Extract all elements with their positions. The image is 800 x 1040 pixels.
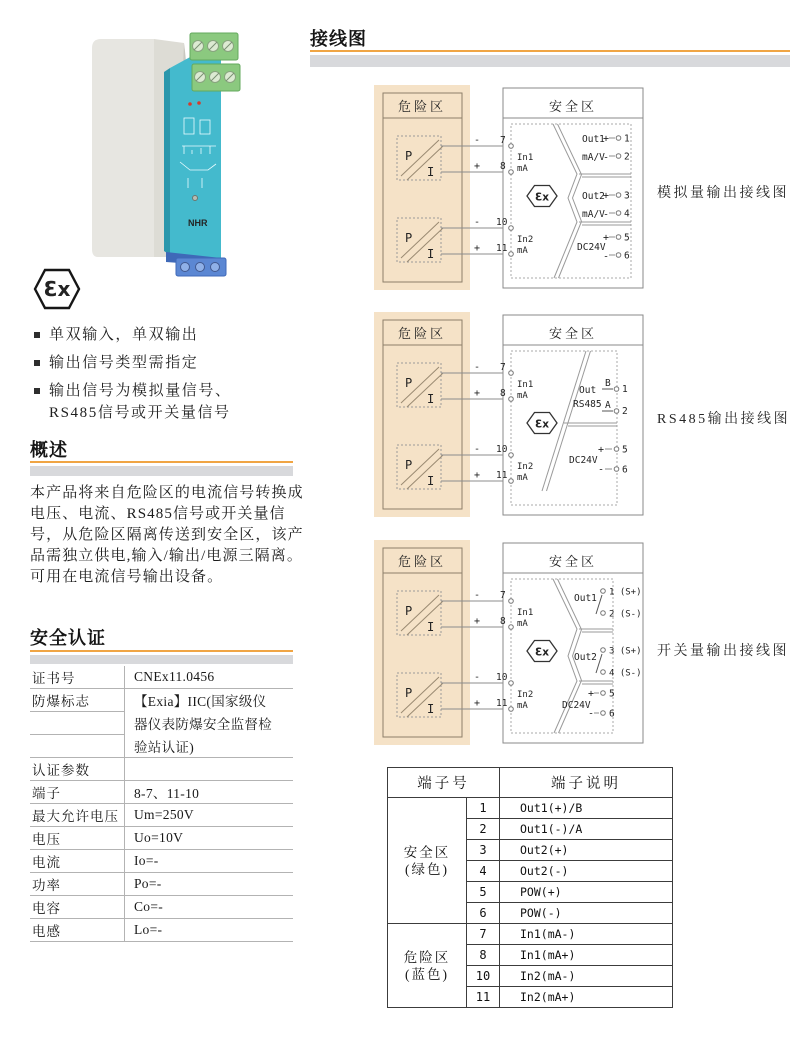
product-photo	[80, 26, 248, 278]
zone-name: 安全区	[403, 844, 451, 860]
svg-text:10: 10	[496, 217, 508, 228]
svg-text:DC24V: DC24V	[562, 700, 591, 711]
cert-row	[30, 896, 293, 919]
cert-label: 电压	[30, 827, 125, 850]
hazard-area-background	[374, 312, 470, 517]
cert-label: 电容	[30, 896, 125, 919]
cert-value: Lo=-	[125, 919, 294, 942]
svg-text:8: 8	[500, 616, 506, 627]
svg-text:Ɛx: Ɛx	[534, 191, 550, 204]
transmitter-i: I	[427, 620, 435, 634]
terminal-desc-header: 端子说明	[500, 768, 673, 798]
certification-table	[30, 666, 293, 942]
svg-text:7: 7	[500, 362, 506, 373]
svg-text:+: +	[603, 133, 610, 145]
cert-value: 器仪表防爆安全监督检	[134, 717, 272, 732]
terminal-desc: In1(mA+)	[500, 945, 673, 966]
module-body-edge	[164, 68, 170, 255]
terminal-table	[387, 767, 673, 1008]
svg-text:6: 6	[622, 464, 628, 476]
cert-value: CNEx11.0456	[125, 666, 294, 689]
svg-text:-: -	[603, 209, 610, 221]
cert-label: 电感	[30, 919, 125, 942]
terminal-no: 8	[467, 945, 500, 966]
svg-text:mA: mA	[517, 473, 528, 483]
cert-row	[30, 804, 293, 827]
svg-text:3: 3	[624, 190, 630, 202]
svg-text:mA: mA	[517, 164, 528, 174]
terminal-no: 3	[467, 840, 500, 861]
module-led	[188, 102, 192, 106]
feature-item	[34, 380, 249, 424]
svg-text:In2: In2	[517, 235, 534, 245]
svg-text:2 (S-): 2 (S-)	[609, 609, 642, 620]
svg-text:+: +	[603, 190, 610, 202]
cert-label: 端子	[30, 781, 125, 804]
transmitter-i: I	[427, 474, 435, 488]
module-led	[197, 101, 201, 105]
svg-text:B: B	[605, 378, 611, 389]
terminal-no: 4	[467, 861, 500, 882]
svg-text:+: +	[474, 470, 481, 481]
terminal-desc: In2(mA-)	[500, 966, 673, 987]
svg-text:7: 7	[500, 590, 506, 601]
wire-polarity	[474, 135, 480, 254]
wiring-diagram-rs485	[370, 311, 670, 519]
cert-row	[30, 873, 293, 896]
svg-text:DC24V: DC24V	[577, 242, 606, 253]
svg-text:DC24V: DC24V	[569, 455, 598, 466]
feature-text: 输出信号为模拟量信号、RS485信号或开关量信号	[49, 383, 232, 421]
cert-label	[30, 712, 125, 735]
cert-value: Uo=10V	[125, 827, 294, 850]
diagram-caption-analog: 模拟量输出接线图	[657, 186, 789, 201]
transmitter-i: I	[427, 247, 435, 261]
svg-text:Out2: Out2	[582, 191, 605, 202]
cert-label: 证书号	[30, 666, 125, 689]
terminal-desc: POW(+)	[500, 882, 673, 903]
transmitter-i: I	[427, 165, 435, 179]
diagram-caption-switch: 开关量输出接线图	[657, 644, 789, 659]
svg-text:-: -	[603, 251, 610, 263]
svg-text:5: 5	[609, 688, 615, 700]
svg-text:4 (S-): 4 (S-)	[609, 668, 642, 679]
svg-text:2: 2	[624, 151, 630, 163]
terminal-desc: POW(-)	[500, 903, 673, 924]
svg-text:1: 1	[624, 133, 630, 145]
svg-text:Out2: Out2	[574, 652, 597, 663]
svg-text:6: 6	[624, 250, 630, 262]
cert-label: 电流	[30, 850, 125, 873]
overview-band	[30, 466, 293, 476]
terminal-table-header	[388, 768, 673, 798]
bullet-square-icon	[34, 388, 40, 394]
wiring-diagram-analog	[370, 84, 670, 292]
cert-row	[30, 735, 293, 758]
svg-text:-: -	[474, 672, 481, 683]
svg-text:+: +	[588, 688, 595, 700]
terminal-number-header: 端子号	[388, 768, 500, 798]
safe-zone-title: 安全区	[548, 326, 598, 341]
table-row	[388, 798, 673, 819]
bullet-square-icon	[34, 360, 40, 366]
terminal-no: 2	[467, 819, 500, 840]
cert-row	[30, 666, 293, 689]
cert-value: 验站认证)	[125, 735, 294, 758]
hazard-area-background	[374, 85, 470, 290]
diagram-caption-rs485: RS485输出接线图	[657, 412, 791, 427]
cert-row	[30, 850, 293, 873]
transmitter-i: I	[427, 702, 435, 716]
cert-value: Co=-	[125, 896, 294, 919]
svg-text:mA: mA	[517, 246, 528, 256]
cert-row	[30, 712, 293, 735]
svg-text:-: -	[603, 152, 610, 164]
svg-text:mA: mA	[517, 391, 528, 401]
green-terminal-block-upper	[190, 33, 238, 60]
transmitter-p: P	[405, 231, 413, 245]
feature-text: 单双输入，单双输出	[49, 327, 199, 343]
wiring-band	[310, 55, 790, 67]
wiring-rule	[310, 50, 790, 52]
cert-value: Po=-	[125, 873, 294, 896]
terminal-no: 10	[467, 966, 500, 987]
cert-row	[30, 758, 293, 781]
cert-row	[30, 689, 293, 712]
cert-label: 功率	[30, 873, 125, 896]
zone-name: 危险区	[403, 949, 451, 965]
svg-text:-: -	[474, 135, 481, 146]
wire-polarity	[474, 590, 480, 709]
cert-value	[125, 758, 294, 781]
transmitter-p: P	[405, 149, 413, 163]
certification-rule	[30, 650, 293, 652]
svg-text:+: +	[474, 161, 481, 172]
cert-value: 8-7、11-10	[125, 781, 294, 804]
cert-value: Um=250V	[125, 804, 294, 827]
zone-group-safe	[388, 798, 467, 924]
svg-text:mA/V: mA/V	[582, 209, 605, 220]
svg-text:Ɛx: Ɛx	[534, 646, 550, 659]
feature-item	[34, 324, 249, 346]
hazard-zone-title: 危险区	[397, 554, 447, 569]
feature-text: 输出信号类型需指定	[49, 355, 199, 371]
svg-text:11: 11	[496, 243, 508, 254]
transmitter-i: I	[427, 392, 435, 406]
overview-rule	[30, 461, 293, 463]
terminal-desc: Out2(+)	[500, 840, 673, 861]
cert-row	[30, 919, 293, 942]
terminal-desc: Out1(+)/B	[500, 798, 673, 819]
svg-text:-: -	[474, 362, 481, 373]
zone-group-hazard	[388, 924, 467, 1008]
terminal-no: 11	[467, 987, 500, 1008]
svg-text:A: A	[605, 400, 611, 411]
safe-zone-title: 安全区	[548, 99, 598, 114]
terminal-desc: In2(mA+)	[500, 987, 673, 1008]
svg-text:10: 10	[496, 672, 508, 683]
svg-text:5: 5	[622, 444, 628, 456]
terminal-no: 6	[467, 903, 500, 924]
module-logo: NHR	[188, 218, 208, 228]
certification-heading: 安全认证	[30, 628, 106, 648]
hazard-zone-title: 危险区	[397, 99, 447, 114]
green-terminal-block-lower	[192, 64, 240, 91]
hazard-zone-title: 危险区	[397, 326, 447, 341]
svg-text:-: -	[598, 464, 605, 476]
cert-row	[30, 781, 293, 804]
terminal-desc: Out2(-)	[500, 861, 673, 882]
svg-text:2: 2	[622, 406, 628, 417]
svg-text:mA/V: mA/V	[582, 152, 605, 163]
overview-heading: 概述	[30, 440, 68, 460]
svg-text:7: 7	[500, 135, 506, 146]
svg-text:+: +	[474, 698, 481, 709]
svg-text:8: 8	[500, 388, 506, 399]
svg-text:11: 11	[496, 470, 508, 481]
svg-text:4: 4	[624, 208, 630, 220]
bullet-square-icon	[34, 332, 40, 338]
cert-label: 最大允许电压	[30, 804, 125, 827]
svg-text:1: 1	[622, 384, 628, 395]
wire-polarity	[474, 362, 480, 481]
svg-text:+: +	[603, 232, 610, 244]
svg-text:11: 11	[496, 698, 508, 709]
feature-item	[34, 352, 249, 374]
svg-text:In2: In2	[517, 462, 534, 472]
cert-label	[30, 735, 125, 758]
wiring-diagram-switch	[370, 539, 670, 747]
transmitter-p: P	[405, 686, 413, 700]
transmitter-p: P	[405, 458, 413, 472]
svg-text:1 (S+): 1 (S+)	[609, 587, 642, 598]
hazard-area-background	[374, 540, 470, 745]
svg-text:-: -	[474, 444, 481, 455]
cert-label: 认证参数	[30, 758, 125, 781]
svg-text:+: +	[474, 388, 481, 399]
terminal-no: 1	[467, 798, 500, 819]
svg-text:+: +	[474, 243, 481, 254]
svg-text:RS485: RS485	[573, 399, 602, 410]
svg-text:5: 5	[624, 232, 630, 244]
zone-color-note: (绿色)	[405, 861, 449, 877]
svg-text:mA: mA	[517, 619, 528, 629]
ex-mark-text: Ɛx	[43, 277, 71, 301]
terminal-no: 5	[467, 882, 500, 903]
svg-text:Out: Out	[579, 385, 597, 396]
cert-label: 防爆标志	[30, 689, 125, 712]
svg-text:In1: In1	[517, 608, 534, 618]
cert-row	[30, 827, 293, 850]
terminal-no: 7	[467, 924, 500, 945]
module-test-jack	[193, 196, 198, 201]
svg-text:8: 8	[500, 161, 506, 172]
feature-list	[34, 324, 249, 430]
cert-value: 【Exia】IIC(国家级仪	[134, 694, 267, 710]
safe-zone-title: 安全区	[548, 554, 598, 569]
zone-color-note: (蓝色)	[405, 966, 449, 982]
svg-text:3 (S+): 3 (S+)	[609, 646, 642, 657]
svg-text:Ɛx: Ɛx	[534, 418, 550, 431]
svg-text:In1: In1	[517, 380, 534, 390]
svg-text:-: -	[474, 590, 481, 601]
svg-text:In2: In2	[517, 690, 534, 700]
svg-text:mA: mA	[517, 701, 528, 711]
svg-text:10: 10	[496, 444, 508, 455]
svg-text:-: -	[588, 708, 595, 720]
svg-text:In1: In1	[517, 153, 534, 163]
svg-text:-: -	[474, 217, 481, 228]
overview-paragraph: 本产品将来自危险区的电流信号转换成电压、电流、RS485信号或开关量信号，从危险区隔离传送到安全区，该产品需独立供电,输入/输出/电源三隔离。可用在电流信号输出设备。	[30, 485, 304, 585]
wiring-heading: 接线图	[310, 29, 367, 49]
terminal-desc: In1(mA-)	[500, 924, 673, 945]
table-row	[388, 924, 673, 945]
transmitter-p: P	[405, 604, 413, 618]
din-housing	[92, 39, 154, 257]
svg-text:6: 6	[609, 708, 615, 720]
certification-band	[30, 655, 293, 664]
transmitter-p: P	[405, 376, 413, 390]
svg-text:Out1: Out1	[574, 593, 597, 604]
svg-text:+: +	[474, 616, 481, 627]
svg-text:+: +	[598, 444, 605, 456]
ex-certification-logo	[30, 264, 84, 314]
svg-text:Out1: Out1	[582, 134, 605, 145]
terminal-desc: Out1(-)/A	[500, 819, 673, 840]
cert-value: Io=-	[125, 850, 294, 873]
